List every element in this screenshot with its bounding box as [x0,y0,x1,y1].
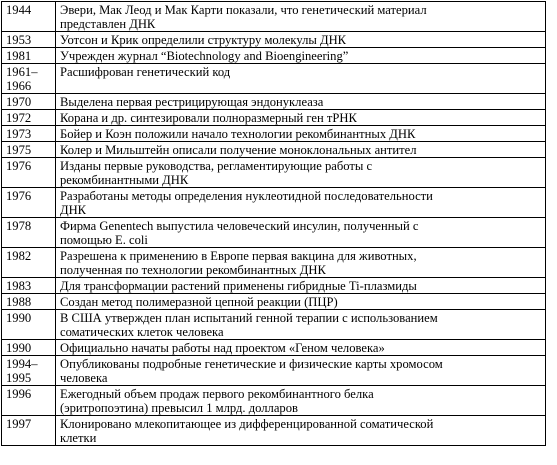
event-cell: Корана и др. синтезировали полноразмерный ген тРНК [56,110,546,126]
year-cell: 1953 [2,32,56,48]
year-cell: 1972 [2,110,56,126]
table-row [2,294,546,310]
table-row [2,110,546,126]
event-cell: Изданы первые руководства, регламентирующие работы с рекомбинантными ДНК [56,158,546,188]
year-cell: 1990 [2,340,56,356]
year-cell: 1976 [2,158,56,188]
table-row [2,94,546,110]
year-cell: 1988 [2,294,56,310]
year-cell: 1983 [2,278,56,294]
table-row [2,386,546,416]
table-row [2,158,546,188]
event-cell: Выделена первая рестрицирующая эндонуклеаза [56,94,546,110]
event-cell: Эвери, Мак Леод и Мак Карти показали, что генетический материал представлен ДНК [56,2,546,32]
event-cell: В США утвержден план испытаний генной терапии с использованием соматических клеток человека [56,310,546,340]
biotech-timeline-table [1,1,546,446]
event-cell: Клонировано млекопитающее из дифференцированной соматической клетки [56,416,546,446]
event-cell: Для трансформации растений применены гибридные Ti-плазмиды [56,278,546,294]
table-row [2,248,546,278]
table-row [2,278,546,294]
event-cell: Опубликованы подробные генетические и физические карты хромосом человека [56,356,546,386]
event-cell: Фирма Genentech выпустила человеческий инсулин, полученный с помощью E. coli [56,218,546,248]
table-row [2,32,546,48]
event-cell: Создан метод полимеразной цепной реакции (ПЦР) [56,294,546,310]
table-row [2,340,546,356]
year-cell: 1978 [2,218,56,248]
event-cell: Разработаны методы определения нуклеотидной последовательности ДНК [56,188,546,218]
event-cell: Бойер и Коэн положили начало технологии рекомбинантных ДНК [56,126,546,142]
event-cell: Расшифрован генетический код [56,64,546,94]
table-row [2,416,546,446]
year-cell: 1975 [2,142,56,158]
event-cell: Ежегодный объем продаж первого рекомбинантного белка (эритропоэтина) превысил 1 млрд. долларов [56,386,546,416]
table-row [2,356,546,386]
year-cell: 1996 [2,386,56,416]
year-cell: 1982 [2,248,56,278]
year-cell: 1944 [2,2,56,32]
table-row [2,2,546,32]
table-row [2,188,546,218]
year-cell: 1961– 1966 [2,64,56,94]
table-row [2,48,546,64]
event-cell: Учрежден журнал “Biotechnology and Bioengineering” [56,48,546,64]
year-cell: 1976 [2,188,56,218]
event-cell: Уотсон и Крик определили структуру молекулы ДНК [56,32,546,48]
timeline-body [2,2,546,446]
event-cell: Колер и Мильштейн описали получение моноклональных антител [56,142,546,158]
table-row [2,310,546,340]
table-row [2,126,546,142]
event-cell: Разрешена к применению в Европе первая вакцина для животных, полученная по технологии рекомбинантных ДНК [56,248,546,278]
year-cell: 1973 [2,126,56,142]
table-row [2,64,546,94]
year-cell: 1970 [2,94,56,110]
year-cell: 1994– 1995 [2,356,56,386]
table-row [2,218,546,248]
year-cell: 1990 [2,310,56,340]
table-row [2,142,546,158]
event-cell: Официально начаты работы над проектом «Геном человека» [56,340,546,356]
year-cell: 1997 [2,416,56,446]
year-cell: 1981 [2,48,56,64]
